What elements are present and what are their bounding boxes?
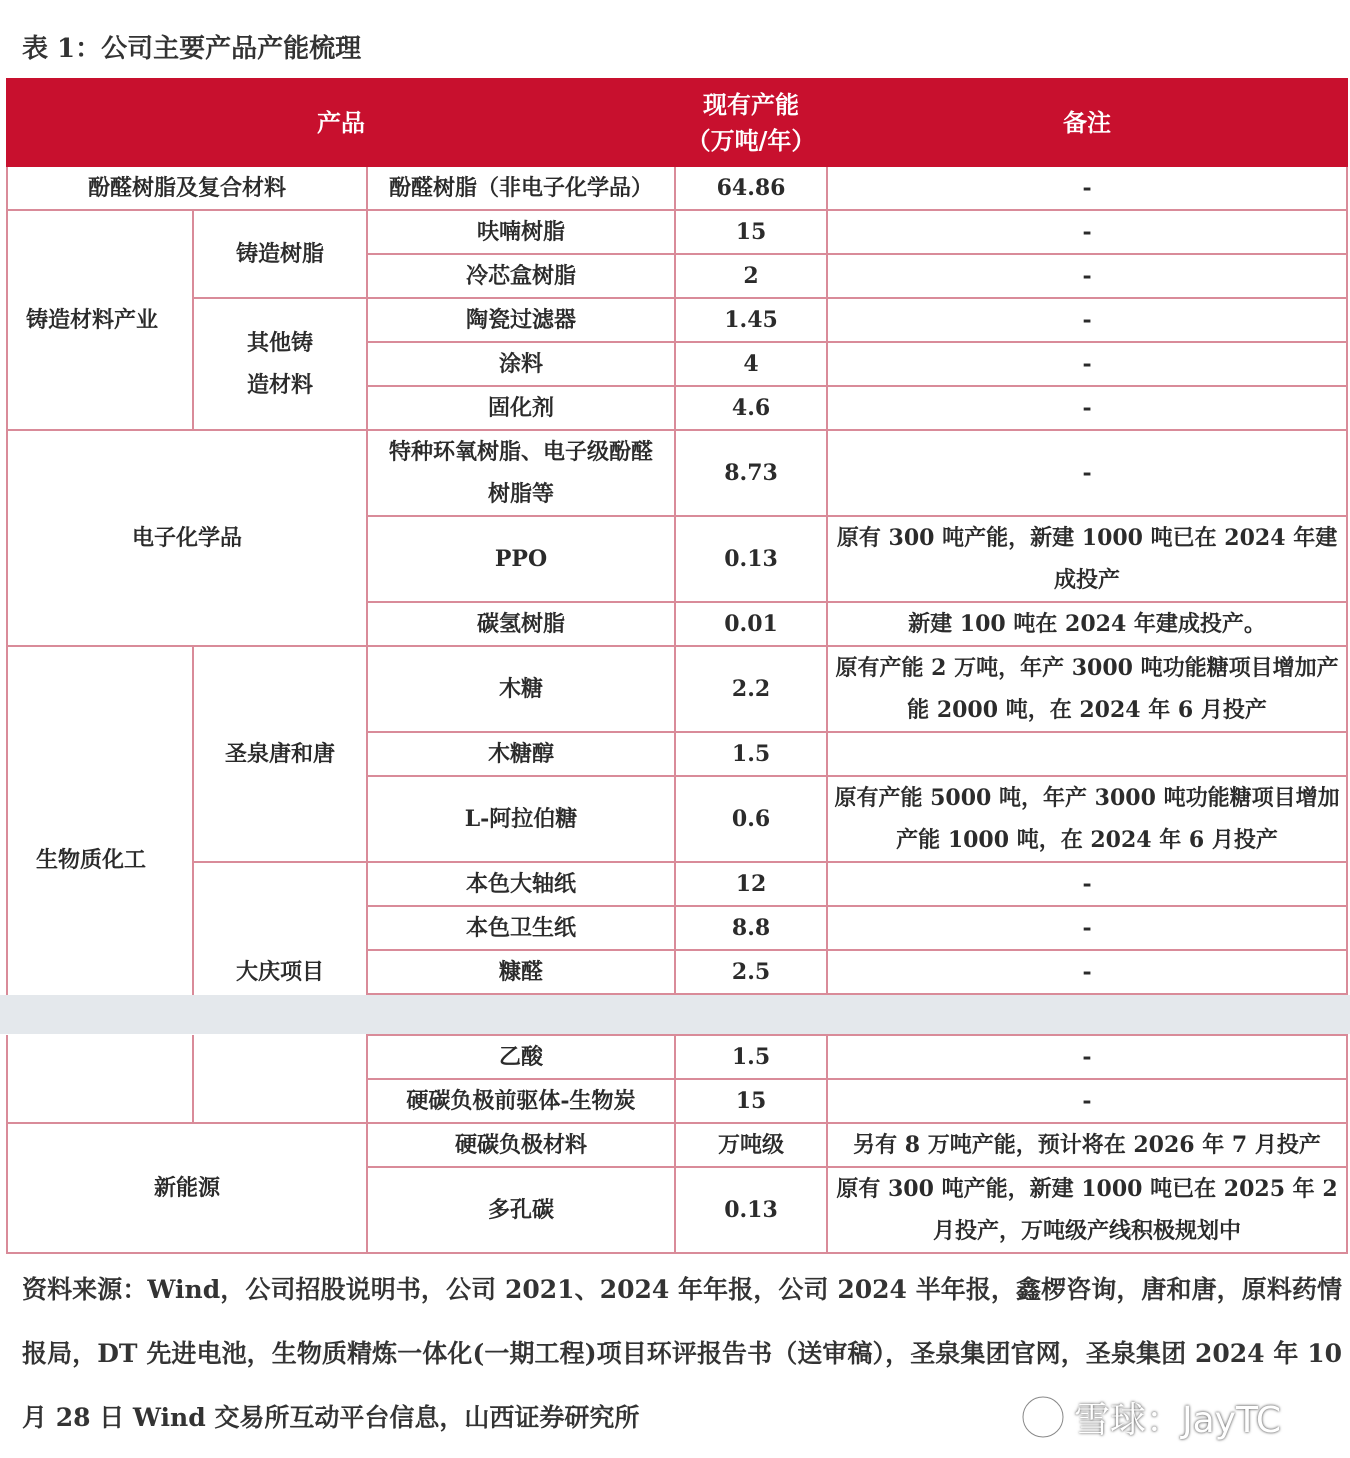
note-cell: - xyxy=(827,386,1347,430)
group-daqing: 大庆项目 xyxy=(193,862,367,1014)
header-note: 备注 xyxy=(827,79,1347,166)
capacity-table-continued xyxy=(6,1034,1348,1254)
group-phenolic: 酚醛树脂及复合材料 xyxy=(7,166,367,210)
capacity-cell: 15 xyxy=(675,210,827,254)
note-cell: - xyxy=(827,1079,1347,1123)
product-cell: 本色卫生纸 xyxy=(367,906,675,950)
capacity-cell: 15 xyxy=(675,1079,827,1123)
watermark-text: 雪球：JayTC xyxy=(1074,1399,1282,1441)
capacity-cell: 8.8 xyxy=(675,906,827,950)
note-cell: - xyxy=(827,950,1347,994)
note-cell: 另有 8 万吨产能，预计将在 2026 年 7 月投产 xyxy=(827,1123,1347,1167)
table-row xyxy=(7,1035,1347,1079)
capacity-cell: 1.45 xyxy=(675,298,827,342)
product-cell: 冷芯盒树脂 xyxy=(367,254,675,298)
product-cell: 本色大轴纸 xyxy=(367,862,675,906)
capacity-cell: 2.2 xyxy=(675,646,827,732)
note-cell: - xyxy=(827,906,1347,950)
product-cell: 多孔碳 xyxy=(367,1167,675,1253)
product-cell: PPO xyxy=(367,516,675,602)
capacity-cell: 0.6 xyxy=(675,776,827,862)
note-cell xyxy=(827,732,1347,776)
table-row xyxy=(7,430,1347,516)
group-new-energy: 新能源 xyxy=(7,1123,367,1253)
source-note: 资料来源：Wind，公司招股说明书，公司 2021、2024 年年报，公司 2024 半年报，鑫椤咨询，唐和唐，原料药情报局，DT 先进电池，生物质精炼一体化(一期工程)项目环评报告书（送审稿），圣泉集团官网，圣泉集团 2024 年 10 月 28 日 Wind 交易所互动平台信息，山西证券研究所 xyxy=(22,1275,1342,1432)
note-cell: 新建 100 吨在 2024 年建成投产。 xyxy=(827,602,1347,646)
table-row xyxy=(7,166,1347,210)
note-cell: - xyxy=(827,430,1347,516)
table-row xyxy=(7,210,1347,254)
capacity-cell: 万吨级 xyxy=(675,1123,827,1167)
product-cell: 硬碳负极材料 xyxy=(367,1123,675,1167)
header-capacity-line2: （万吨/年） xyxy=(686,125,816,155)
product-cell: 木糖醇 xyxy=(367,732,675,776)
note-cell: 原有产能 5000 吨，年产 3000 吨功能糖项目增加产能 1000 吨，在 2024 年 6 月投产 xyxy=(827,776,1347,862)
product-cell: 特种环氧树脂、电子级酚醛树脂等 xyxy=(367,430,675,516)
capacity-cell: 64.86 xyxy=(675,166,827,210)
capacity-cell: 4.6 xyxy=(675,386,827,430)
note-cell: - xyxy=(827,298,1347,342)
group-casting-resin: 铸造树脂 xyxy=(193,210,367,298)
note-cell: 原有产能 2 万吨，年产 3000 吨功能糖项目增加产能 2000 吨，在 2024 年 6 月投产 xyxy=(827,646,1347,732)
product-cell: 涂料 xyxy=(367,342,675,386)
xueqiu-logo-icon xyxy=(1020,1394,1066,1440)
capacity-cell: 1.5 xyxy=(675,1035,827,1079)
product-cell: 木糖 xyxy=(367,646,675,732)
product-cell: 硬碳负极前驱体-生物炭 xyxy=(367,1079,675,1123)
product-cell: 碳氢树脂 xyxy=(367,602,675,646)
capacity-cell: 2 xyxy=(675,254,827,298)
table-row xyxy=(7,646,1347,732)
product-cell: 呋喃树脂 xyxy=(367,210,675,254)
group-electronic: 电子化学品 xyxy=(7,430,367,646)
screenshot-gap-band xyxy=(0,995,1350,1034)
product-cell: 乙酸 xyxy=(367,1035,675,1079)
table-header-row xyxy=(7,79,1347,166)
capacity-cell: 0.01 xyxy=(675,602,827,646)
capacity-cell: 4 xyxy=(675,342,827,386)
capacity-cell: 2.5 xyxy=(675,950,827,994)
note-cell: 原有 300 吨产能，新建 1000 吨已在 2025 年 2 月投产，万吨级产线积极规划中 xyxy=(827,1167,1347,1253)
note-cell: - xyxy=(827,166,1347,210)
header-capacity xyxy=(675,79,827,166)
table-row xyxy=(7,298,1347,342)
group-shengquan: 圣泉唐和唐 xyxy=(193,646,367,862)
note-cell: - xyxy=(827,342,1347,386)
product-cell: 酚醛树脂（非电子化学品） xyxy=(367,166,675,210)
note-cell: - xyxy=(827,210,1347,254)
group-biomass-cont xyxy=(7,1035,193,1123)
note-cell: - xyxy=(827,254,1347,298)
table-row xyxy=(7,862,1347,906)
capacity-cell: 1.5 xyxy=(675,732,827,776)
header-product: 产品 xyxy=(7,79,675,166)
product-cell: 固化剂 xyxy=(367,386,675,430)
table-row xyxy=(7,1123,1347,1167)
watermark xyxy=(1020,1392,1281,1442)
note-cell: 原有 300 吨产能，新建 1000 吨已在 2024 年建成投产 xyxy=(827,516,1347,602)
capacity-cell: 8.73 xyxy=(675,430,827,516)
product-cell: 陶瓷过滤器 xyxy=(367,298,675,342)
group-biomass: 生物质化工 xyxy=(7,646,193,1014)
table-title: 表 1：公司主要产品产能梳理 xyxy=(22,34,362,64)
product-cell: L-阿拉伯糖 xyxy=(367,776,675,862)
capacity-table xyxy=(6,78,1348,1015)
capacity-cell: 12 xyxy=(675,862,827,906)
group-casting: 铸造材料产业 xyxy=(7,210,193,430)
header-capacity-line1: 现有产能 xyxy=(703,89,800,119)
note-cell: - xyxy=(827,1035,1347,1079)
group-daqing-cont xyxy=(193,1035,367,1123)
note-cell: - xyxy=(827,862,1347,906)
capacity-cell: 0.13 xyxy=(675,516,827,602)
group-other-casting: 其他铸造材料 xyxy=(193,298,367,430)
capacity-cell: 0.13 xyxy=(675,1167,827,1253)
product-cell: 糠醛 xyxy=(367,950,675,994)
